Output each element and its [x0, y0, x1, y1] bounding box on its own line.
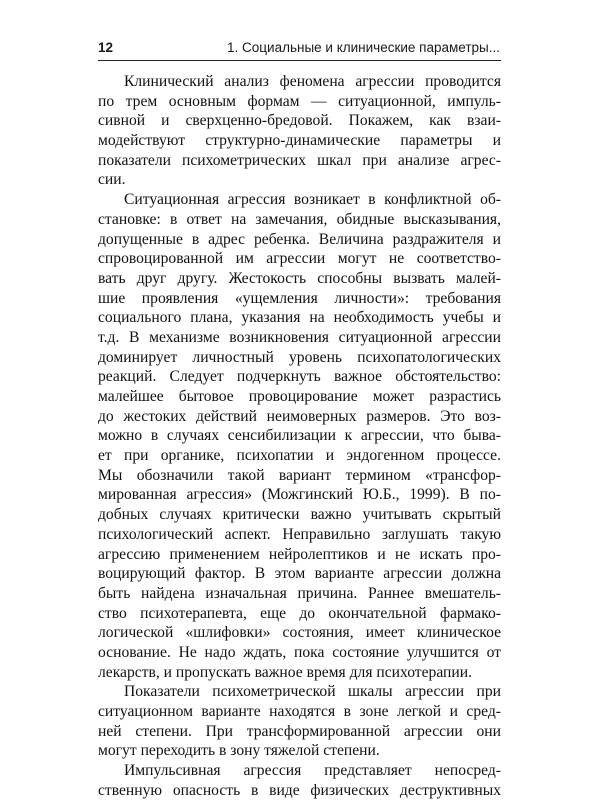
text-line: могут переходить в зону тяжелой степени. — [98, 742, 380, 760]
text-line: социального плана, указания на необходимость учебы и — [98, 309, 501, 327]
page-number: 12 — [98, 40, 114, 55]
chapter-title: 1. Социальные и клинические параметры... — [227, 40, 500, 55]
text-line: шие проявления «ущемления личности»: требования — [98, 289, 501, 307]
paragraph — [98, 761, 501, 800]
text-line: малейшее бытовое провоцирование может разрастись — [98, 388, 501, 405]
text-line: агрессию применением нейролептиков и не искать про- — [98, 545, 501, 563]
text-line: вать друг другу. Жестокость способны вызвать малей- — [98, 269, 501, 287]
header-rule — [98, 60, 501, 61]
text-line: воцирующий фактор. В этом варианте агрессии должна — [98, 565, 501, 583]
text-line: Мы обозначили такой вариант термином «трансфор- — [98, 466, 501, 484]
running-head — [98, 38, 500, 60]
text-line: допущенные в адрес ребенка. Величина раздражителя и — [98, 230, 501, 248]
text-line: сии. — [98, 171, 126, 189]
text-line: быть найдена изначальная причина. Раннее вмешатель- — [98, 584, 501, 602]
text-line: Клинический анализ феномена агрессии проводится — [124, 73, 501, 90]
text-line: мированная агрессия» (Можгинский Ю.Б., 1999). В по- — [98, 486, 501, 504]
text-line: основание. Не надо ждать, пока состояние улучшится от — [98, 643, 501, 661]
text-line: ство психотерапевта, еще до окончательной фармако- — [98, 604, 501, 622]
text-line: логической «шлифовки» состояния, имеет клиническое — [98, 624, 501, 642]
text-line: доминирует личностный уровень психопатологических — [98, 348, 501, 366]
paragraph — [98, 72, 501, 190]
text-line: ственную опасность в виде физических деструктивных — [98, 781, 501, 799]
text-line: психологический аспект. Неправильно заглушать такую — [98, 525, 501, 543]
text-line: реакций. Следует подчеркнуть важное обстоятельство: — [98, 368, 501, 386]
text-line: ет при органике, психопатии и эндогенном процессе. — [98, 447, 501, 465]
text-line: спровоцированной им агрессии могут не соответство- — [98, 250, 501, 268]
text-line: Импульсивная агрессия представляет непосред- — [124, 762, 501, 780]
text-line: показатели психометрических шкал при анализе агрес- — [98, 151, 501, 169]
text-line: Ситуационная агрессия возникает в конфликтной об- — [124, 191, 501, 209]
text-line: Показатели психометрической шкалы агрессии при — [124, 683, 501, 701]
paragraph — [98, 190, 501, 682]
text-line: т.д. В механизме возникновения ситуационной агрессии — [98, 328, 501, 346]
text-line: становке: в ответ на замечания, обидные высказывания, — [98, 210, 501, 228]
text-line: модействуют структурно-динамические параметры и — [98, 132, 501, 150]
text-line: лекарств, и пропускать важное время для психотерапии. — [98, 663, 472, 681]
body-text — [98, 72, 501, 800]
text-line: ситуационном варианте находятся в зоне легкой и сред- — [98, 703, 501, 720]
text-line: можно в случаях сенсибилизации к агрессии, что быва- — [98, 427, 501, 445]
paragraph — [98, 682, 501, 761]
text-line: по трем основным формам — ситуационной, импуль- — [98, 92, 501, 110]
text-line: сивной и сверхценно-бредовой. Покажем, как взаи- — [98, 112, 501, 130]
text-line: добных случаях критически важно учитывать скрытый — [98, 506, 501, 524]
text-line: до жестоких действий неимоверных размеров. Это воз- — [98, 407, 501, 425]
text-line: ней степени. При трансформированной агрессии они — [98, 722, 501, 740]
